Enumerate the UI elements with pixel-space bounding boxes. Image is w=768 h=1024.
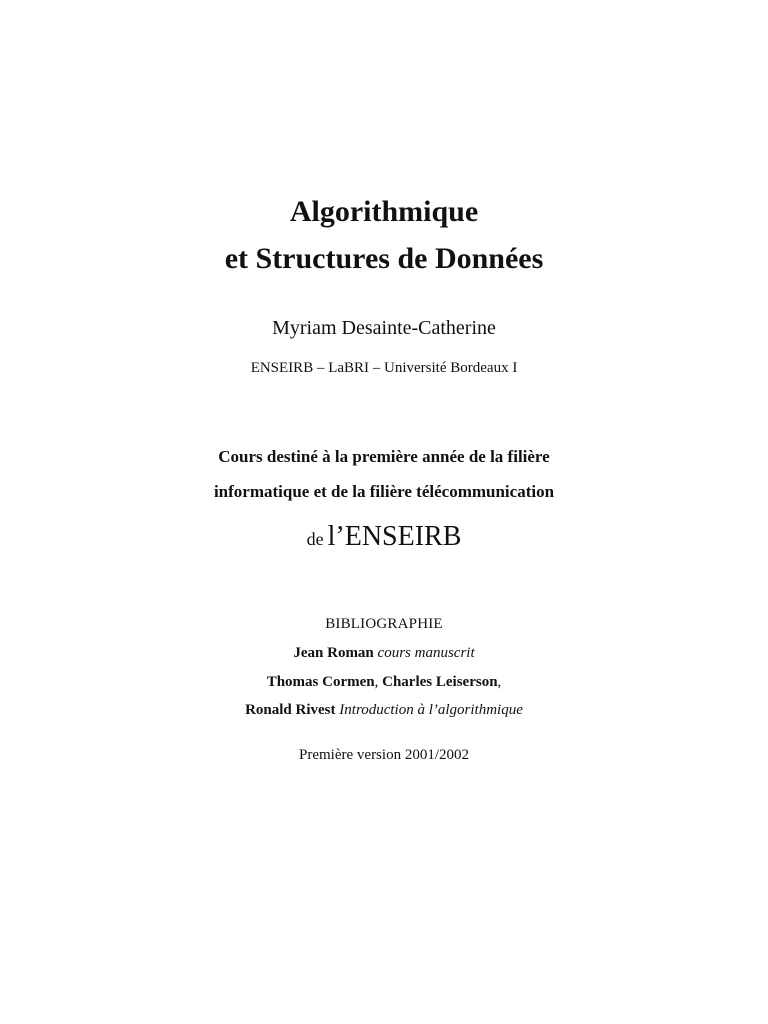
version-note: Première version 2001/2002 [299,747,469,763]
bibliography-heading: BIBLIOGRAPHIE [325,616,443,632]
bibliography-author: Ronald Rivest [245,702,336,718]
bibliography-entry-2 [0,673,768,691]
affiliation: ENSEIRB – LaBRI – Université Bordeaux I [250,360,518,376]
title-line-1: Algorithmique [289,195,479,228]
author-name: Myriam Desainte-Catherine [272,317,496,339]
school-prefix: de [306,529,324,549]
bibliography-author: Jean Roman [293,645,374,661]
bibliography-author: Thomas Cormen [266,674,375,690]
bibliography-separator: , [374,674,383,690]
course-description-line-2: informatique et de la filière télécommunication [213,482,555,501]
bibliography-entry-1 [0,644,768,662]
school-line [0,518,768,560]
course-description-line-1: Cours destiné à la première année de la filière [218,447,550,466]
title-line-2: et Structures de Données [224,242,544,275]
school-name: l’ENSEIRB [327,521,462,552]
bibliography-entry-3 [0,701,768,719]
bibliography-work: Introduction à l’algorithmique [339,702,523,718]
bibliography-author: Charles Leiserson [382,674,498,690]
bibliography-work: cours manuscrit [377,645,475,661]
bibliography-separator: , [497,674,502,690]
